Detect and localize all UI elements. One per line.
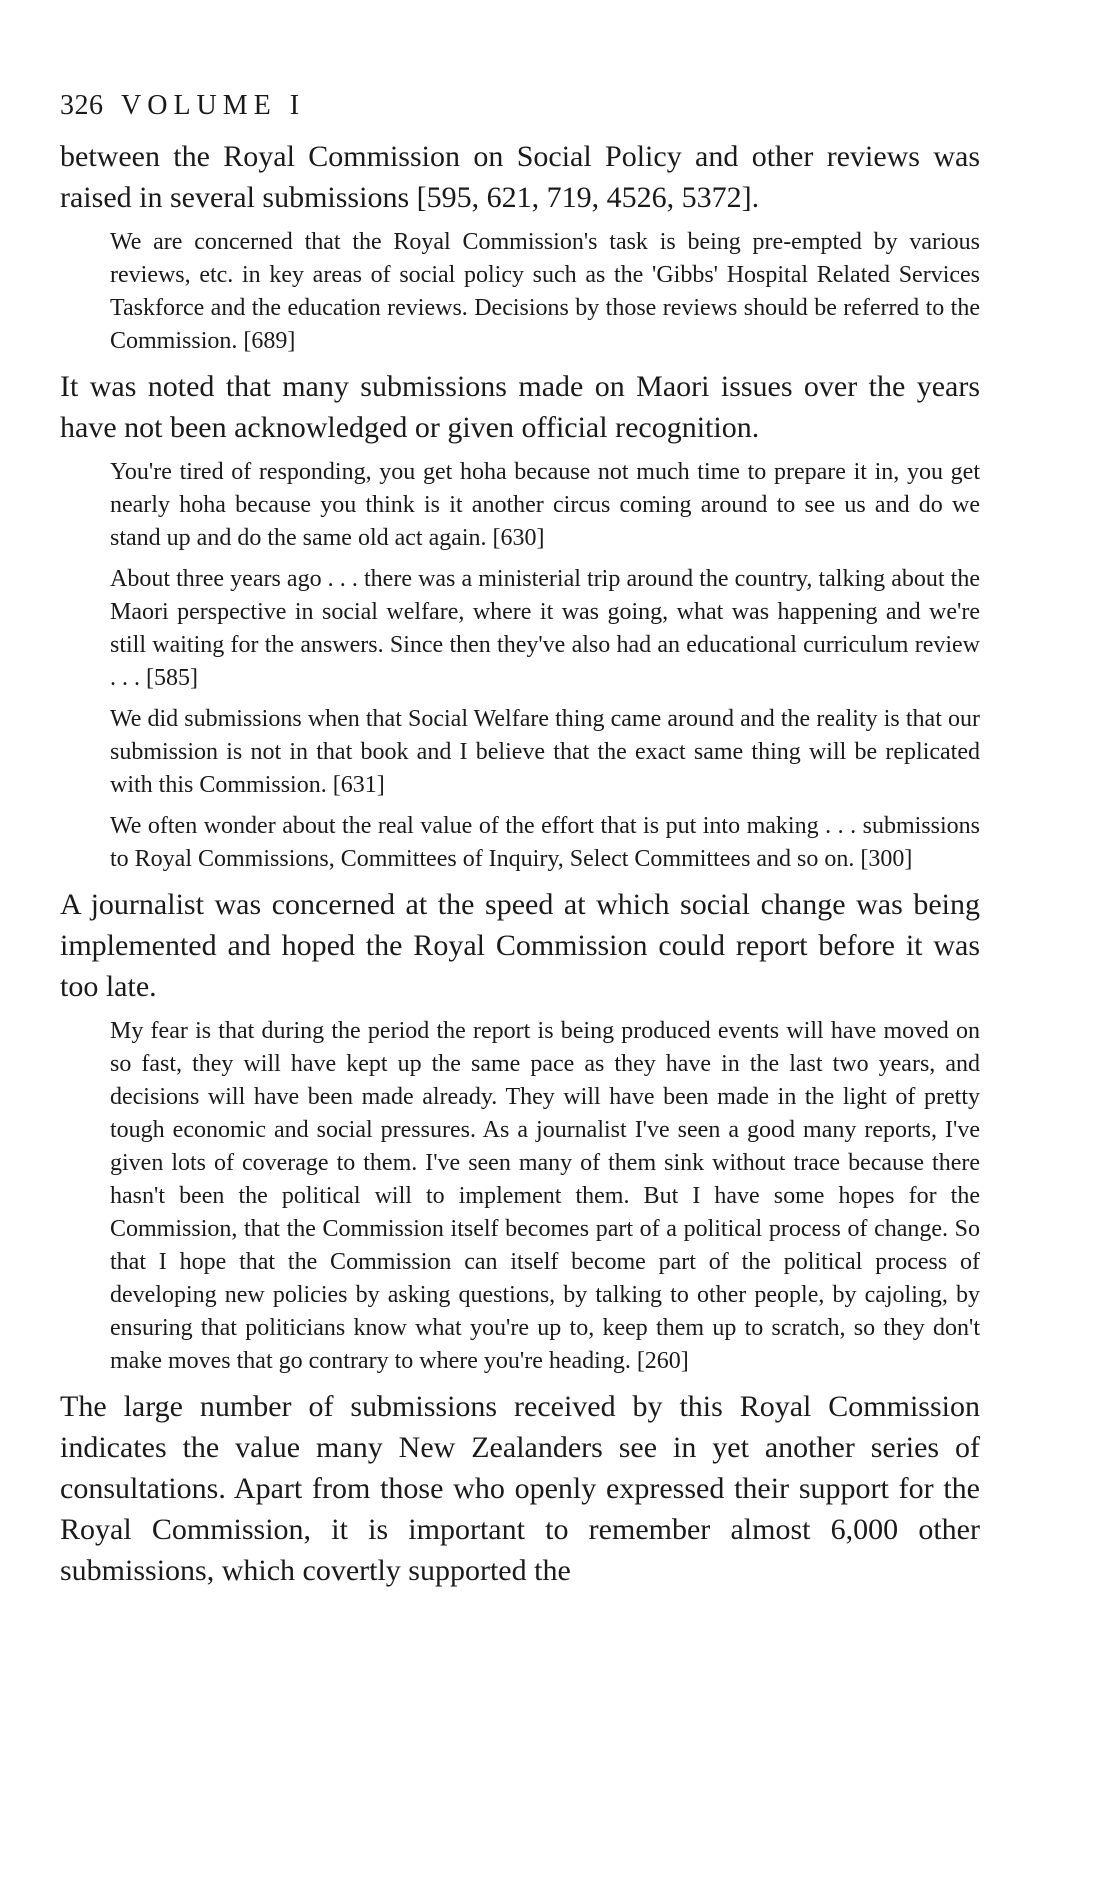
running-head (60, 90, 980, 122)
body-paragraph: It was noted that many submissions made on Maori issues over the years have not been acknowledged or given official recognition. (60, 370, 980, 444)
block-quote: You're tired of responding, you get hoha because not much time to prepare it in, you get nearly hoha because you think is it another circus coming around to see us and do we stand up and do the same old act again. [630] (110, 459, 980, 551)
body-paragraph: between the Royal Commission on Social Policy and other reviews was raised in several submissions [595, 621, 719, 4526, 5372]. (60, 140, 980, 214)
block-quote: We did submissions when that Social Welfare thing came around and the reality is that our submission is not in that book and I believe that the exact same thing will be replicated with this Commission. [631] (110, 706, 980, 798)
block-quote: My fear is that during the period the report is being produced events will have moved on so fast, they will have kept up the same pace as they have in the last two years, and decisions will have been made already. They will have been made in the light of pretty tough economic and social pressures. As a journalist I've seen a good many reports, I've given lots of coverage to them. I've seen many of them sink without trace because there hasn't been the political will to implement them. But I have some hopes for the Commission, that the Commission itself becomes part of a political process of change. So that I hope that the Commission can itself become part of the political process of developing new policies by asking questions, by talking to other people, by cajoling, by ensuring that politicians know what you're up to, keep them up to scratch, so they don't make moves that go contrary to where you're heading. [260] (110, 1018, 980, 1374)
page-number: 326 (60, 90, 104, 121)
body-paragraph: The large number of submissions received by this Royal Commission indicates the value many New Zealanders see in yet another series of consultations. Apart from those who openly expressed their support for the Royal Commission, it is important to remember almost 6,000 other submissions, which covertly supported the (60, 1390, 980, 1587)
document-page (60, 90, 980, 1599)
block-quote: About three years ago . . . there was a ministerial trip around the country, talking about the Maori perspective in social welfare, where it was going, what was happening and we're still waiting for the answers. Since then they've also had an educational curriculum review . . . [585] (110, 566, 980, 691)
volume-label: VOLUME I (121, 90, 306, 121)
block-quote: We often wonder about the real value of the effort that is put into making . . . submissions to Royal Commissions, Committees of Inquiry, Select Committees and so on. [300] (110, 813, 980, 872)
block-quote: We are concerned that the Royal Commission's task is being pre-empted by various reviews, etc. in key areas of social policy such as the 'Gibbs' Hospital Related Services Taskforce and the education reviews. Decisions by those reviews should be referred to the Commission. [689] (110, 229, 980, 354)
body-paragraph: A journalist was concerned at the speed at which social change was being implemented and hoped the Royal Commission could report before it was too late. (60, 888, 980, 1003)
